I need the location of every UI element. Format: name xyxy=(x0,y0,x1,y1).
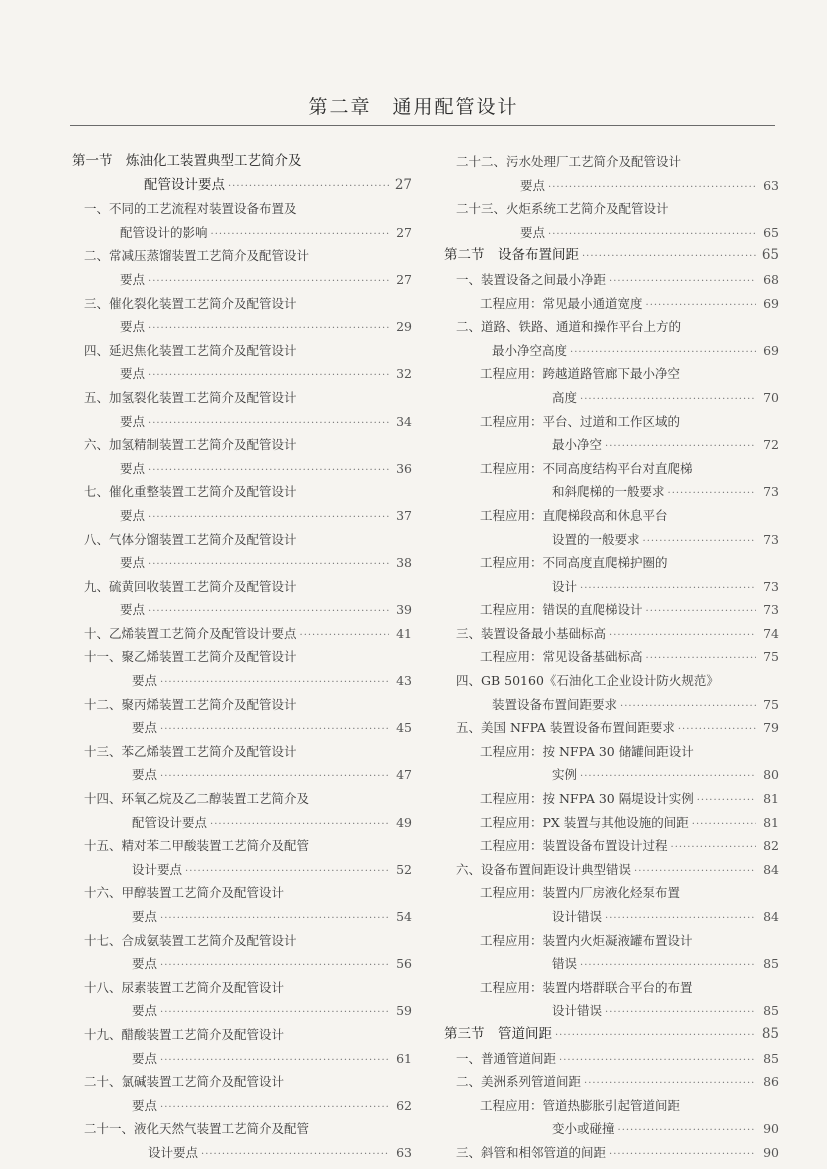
toc-page-number: 65 xyxy=(763,224,779,240)
dot-leader xyxy=(692,813,756,835)
toc-entry xyxy=(444,174,779,198)
toc-page-number: 47 xyxy=(396,767,412,783)
dot-leader xyxy=(160,1049,389,1071)
dot-leader xyxy=(300,624,389,646)
toc-entry xyxy=(444,999,779,1023)
dot-leader xyxy=(148,553,389,575)
toc-page-number: 72 xyxy=(763,437,779,453)
dot-leader xyxy=(185,860,389,882)
toc-entry-text: 五、加氢裂化装置工艺简介及配管设计 xyxy=(84,389,297,405)
dot-leader xyxy=(609,270,756,292)
toc-entry-text: 要点 xyxy=(120,271,146,287)
toc-entry xyxy=(72,740,412,764)
toc-entry xyxy=(444,622,779,646)
toc-entry-text: 设计要点 xyxy=(132,861,183,877)
toc-entry xyxy=(444,811,779,835)
toc-entry xyxy=(72,1047,412,1071)
dot-leader xyxy=(671,836,756,858)
toc-entry-text: 工程应用：常见最小通道宽度 xyxy=(480,295,643,311)
toc-entry-text: 二、美洲系列管道间距 xyxy=(456,1074,582,1090)
toc-entry-text: 十七、合成氨装置工艺简介及配管设计 xyxy=(84,932,297,948)
toc-entry-text: 十五、精对苯二甲酸装置工艺简介及配管 xyxy=(84,838,310,854)
toc-entry-text: 设计错误 xyxy=(552,909,603,924)
dot-leader xyxy=(148,317,389,339)
toc-entry xyxy=(72,433,412,457)
dot-leader xyxy=(570,341,756,363)
toc-entry xyxy=(444,1117,779,1141)
toc-entry-text: 十三、苯乙烯装置工艺简介及配管设计 xyxy=(84,743,297,759)
toc-entry xyxy=(444,244,779,268)
toc-entry-text: 八、气体分馏装置工艺简介及配管设计 xyxy=(84,531,297,547)
toc-entry xyxy=(444,386,779,410)
dot-leader xyxy=(646,294,756,316)
toc-entry xyxy=(444,150,779,174)
toc-entry xyxy=(72,811,412,835)
toc-entry xyxy=(444,669,779,693)
toc-entry-text: 第一节 炼油化工装置典型工艺简介及 xyxy=(72,153,302,169)
toc-page-number: 82 xyxy=(763,838,779,854)
toc-entry-text: 第二节 设备布置间距 xyxy=(444,247,579,264)
toc-entry-text: 工程应用：不同高度结构平台对直爬梯 xyxy=(480,460,693,476)
dot-leader xyxy=(678,718,756,740)
toc-entry xyxy=(72,929,412,953)
toc-entry-text: 要点 xyxy=(120,602,146,618)
toc-entry-text: 十六、甲醇装置工艺简介及配管设计 xyxy=(84,885,285,901)
toc-page-number: 63 xyxy=(396,1144,412,1160)
toc-entry xyxy=(444,197,779,221)
toc-page-number: 75 xyxy=(763,649,779,665)
toc-page-number: 69 xyxy=(763,342,779,358)
toc-entry xyxy=(444,1047,779,1071)
toc-entry-text: 设计要点 xyxy=(148,1144,199,1160)
dot-leader xyxy=(668,482,756,504)
toc-entry xyxy=(72,268,412,292)
toc-entry xyxy=(72,575,412,599)
toc-page-number: 27 xyxy=(396,271,412,287)
dot-leader xyxy=(160,671,389,693)
toc-page-number: 73 xyxy=(763,531,779,547)
dot-leader xyxy=(605,907,756,929)
toc-page-number: 75 xyxy=(763,696,779,712)
toc-page-number: 86 xyxy=(763,1074,779,1090)
toc-page-number: 27 xyxy=(394,176,412,193)
toc-entry xyxy=(72,976,412,1000)
toc-entry-text: 二十三、火炬系统工艺简介及配管设计 xyxy=(456,201,669,217)
toc-entry-text: 工程应用：平台、过道和工作区域的 xyxy=(480,413,681,429)
toc-entry-text: 二十二、污水处理厂工艺简介及配管设计 xyxy=(456,154,682,169)
toc-entry xyxy=(72,858,412,882)
toc-page-number: 32 xyxy=(396,366,412,382)
toc-page-number: 38 xyxy=(396,555,412,571)
dot-leader xyxy=(160,907,389,929)
dot-leader xyxy=(609,1143,756,1165)
dot-leader xyxy=(148,270,389,292)
toc-page-number: 84 xyxy=(763,909,779,924)
toc-entry-text: 要点 xyxy=(132,1003,158,1019)
toc-entry-text: 工程应用：错误的直爬梯设计 xyxy=(480,602,643,618)
dot-leader xyxy=(646,600,756,622)
toc-entry xyxy=(72,598,412,622)
toc-entry xyxy=(72,292,412,316)
dot-leader xyxy=(210,813,389,835)
toc-entry xyxy=(444,1023,779,1047)
toc-page-number: 80 xyxy=(763,767,779,783)
toc-page-number: 73 xyxy=(763,484,779,500)
toc-entry-text: 工程应用：常见设备基础标高 xyxy=(480,649,643,665)
toc-entry-text: 十九、醋酸装置工艺简介及配管设计 xyxy=(84,1026,285,1042)
toc-page-number: 70 xyxy=(763,389,779,405)
toc-entry xyxy=(72,315,412,339)
toc-entry-text: 要点 xyxy=(120,507,146,523)
dot-leader xyxy=(148,506,389,528)
toc-entry xyxy=(444,952,779,976)
toc-entry xyxy=(444,292,779,316)
toc-entry-text: 十四、环氧乙烷及乙二醇装置工艺简介及 xyxy=(84,791,310,807)
dot-leader xyxy=(582,245,756,268)
toc-entry xyxy=(444,716,779,740)
toc-entry-text: 要点 xyxy=(520,224,546,240)
dot-leader xyxy=(609,624,756,646)
toc-entry-text: 实例 xyxy=(552,767,578,783)
dot-leader xyxy=(605,1001,756,1023)
toc-page-number: 62 xyxy=(396,1097,412,1113)
dot-leader xyxy=(548,176,756,198)
toc-entry xyxy=(444,929,779,953)
toc-entry xyxy=(72,197,412,221)
toc-page-number: 85 xyxy=(763,1050,779,1066)
toc-entry-text: 要点 xyxy=(132,1097,158,1113)
toc-entry xyxy=(444,268,779,292)
toc-entry xyxy=(72,905,412,929)
dot-leader xyxy=(559,1049,756,1071)
toc-page-number: 59 xyxy=(396,1003,412,1019)
toc-entry-text: 十二、聚丙烯装置工艺简介及配管设计 xyxy=(84,696,297,712)
toc-entry xyxy=(72,1070,412,1094)
toc-page-number: 85 xyxy=(761,1025,779,1042)
dot-leader xyxy=(160,1096,389,1118)
toc-entry-text: 工程应用：直爬梯段高和休息平台 xyxy=(480,507,668,523)
toc-page-number: 41 xyxy=(396,625,412,641)
toc-entry-text: 要点 xyxy=(120,555,146,571)
toc-entry xyxy=(72,716,412,740)
dot-leader xyxy=(605,435,756,457)
dot-leader xyxy=(643,530,756,552)
toc-column-left xyxy=(72,150,412,1165)
toc-entry xyxy=(72,362,412,386)
toc-page-number: 61 xyxy=(396,1050,412,1066)
toc-entry xyxy=(444,362,779,386)
dot-leader xyxy=(148,600,389,622)
toc-entry-text: 要点 xyxy=(132,720,158,736)
toc-page-number: 90 xyxy=(763,1144,779,1160)
toc-entry-text: 三、装置设备最小基础标高 xyxy=(456,625,607,641)
toc-entry xyxy=(72,645,412,669)
toc-page-number: 68 xyxy=(763,271,779,287)
toc-page-number: 85 xyxy=(763,1003,779,1019)
toc-entry-text: 错误 xyxy=(552,956,578,972)
toc-entry-text: 工程应用：按 NFPA 30 储罐间距设计 xyxy=(480,743,694,759)
toc-entry xyxy=(72,622,412,646)
toc-entry xyxy=(444,457,779,481)
toc-entry xyxy=(72,1023,412,1047)
toc-entry-text: 一、普通管道间距 xyxy=(456,1050,557,1066)
toc-entry xyxy=(444,1141,779,1165)
toc-entry-text: 六、加氢精制装置工艺简介及配管设计 xyxy=(84,437,297,453)
toc-entry-text: 六、设备布置间距设计典型错误 xyxy=(456,861,632,877)
toc-entry xyxy=(444,339,779,363)
dot-leader xyxy=(148,459,389,481)
dot-leader xyxy=(618,1119,756,1141)
toc-entry-text: 配管设计要点 xyxy=(144,176,225,193)
toc-entry-text: 七、催化重整装置工艺简介及配管设计 xyxy=(84,484,297,500)
toc-entry-text: 一、装置设备之间最小净距 xyxy=(456,271,607,287)
toc-entry-text: 工程应用：管道热膨胀引起管道间距 xyxy=(480,1097,681,1113)
toc-entry-text: 变小或碰撞 xyxy=(552,1121,615,1137)
toc-page-number: 52 xyxy=(396,861,412,877)
toc-page-number: 85 xyxy=(763,956,779,972)
toc-entry xyxy=(72,150,412,174)
toc-entry xyxy=(444,763,779,787)
toc-page-number: 43 xyxy=(396,673,412,689)
dot-leader xyxy=(201,1143,389,1165)
dot-leader xyxy=(620,695,756,717)
toc-column-right xyxy=(444,150,779,1165)
toc-entry xyxy=(72,1141,412,1165)
title-divider xyxy=(70,125,775,126)
toc-entry-text: 配管设计的影响 xyxy=(120,224,208,240)
toc-entry xyxy=(72,174,412,198)
toc-page-number: 34 xyxy=(396,413,412,429)
toc-entry xyxy=(444,598,779,622)
toc-entry xyxy=(444,221,779,245)
toc-entry-text: 四、延迟焦化装置工艺简介及配管设计 xyxy=(84,342,297,358)
toc-entry xyxy=(444,740,779,764)
toc-entry xyxy=(444,551,779,575)
dot-leader xyxy=(148,364,389,386)
toc-entry-text: 工程应用：装置内塔群联合平台的布置 xyxy=(480,979,693,995)
toc-entry xyxy=(444,858,779,882)
toc-entry xyxy=(444,315,779,339)
toc-entry xyxy=(72,787,412,811)
toc-entry xyxy=(444,1070,779,1094)
toc-entry-text: 设计 xyxy=(552,578,578,594)
toc-entry-text: 工程应用：装置内火炬凝液罐布置设计 xyxy=(480,932,693,948)
toc-page-number: 79 xyxy=(763,720,779,736)
dot-leader xyxy=(634,860,756,882)
toc-page-number: 27 xyxy=(396,224,412,240)
toc-entry-text: 三、催化裂化装置工艺简介及配管设计 xyxy=(84,295,297,311)
toc-entry-text: 设计错误 xyxy=(552,1003,603,1019)
toc-entry-text: 第三节 管道间距 xyxy=(444,1025,552,1042)
toc-page-number: 90 xyxy=(763,1121,779,1137)
toc-entry xyxy=(72,1117,412,1141)
toc-entry-text: 要点 xyxy=(132,1050,158,1066)
toc-entry-text: 工程应用：装置设备布置设计过程 xyxy=(480,838,668,854)
toc-entry xyxy=(444,645,779,669)
toc-page-number: 84 xyxy=(763,861,779,877)
dot-leader xyxy=(580,577,756,599)
toc-entry xyxy=(72,669,412,693)
dot-leader xyxy=(148,412,389,434)
toc-entry xyxy=(444,1094,779,1118)
toc-entry xyxy=(444,881,779,905)
dot-leader xyxy=(160,954,389,976)
toc-entry xyxy=(444,976,779,1000)
toc-page-number: 73 xyxy=(763,578,779,594)
toc-entry-text: 九、硫黄回收装置工艺简介及配管设计 xyxy=(84,578,297,594)
toc-entry-text: 十一、聚乙烯装置工艺简介及配管设计 xyxy=(84,649,297,665)
toc-entry-text: 装置设备布置间距要求 xyxy=(492,696,618,712)
toc-entry-text: 二、常减压蒸馏装置工艺简介及配管设计 xyxy=(84,248,310,264)
toc-entry xyxy=(72,244,412,268)
toc-page-number: 81 xyxy=(763,791,779,807)
dot-leader xyxy=(646,647,756,669)
dot-leader xyxy=(580,388,756,410)
toc-entry xyxy=(72,339,412,363)
dot-leader xyxy=(160,765,389,787)
toc-entry xyxy=(444,433,779,457)
toc-entry xyxy=(72,952,412,976)
toc-entry-text: 五、美国 NFPA 装置设备布置间距要求 xyxy=(456,720,675,736)
toc-entry-text: 最小净空高度 xyxy=(492,342,568,358)
toc-entry xyxy=(444,480,779,504)
toc-entry-text: 工程应用：跨越道路管廊下最小净空 xyxy=(480,366,681,382)
toc-entry-text: 最小净空 xyxy=(552,437,603,453)
toc-entry xyxy=(72,881,412,905)
toc-entry-text: 三、斜管和相邻管道的间距 xyxy=(456,1144,607,1160)
toc-entry xyxy=(72,551,412,575)
toc-entry xyxy=(72,504,412,528)
toc-entry-text: 二十、氯碱装置工艺简介及配管设计 xyxy=(84,1074,285,1090)
toc-entry-text: 要点 xyxy=(132,956,158,972)
toc-entry-text: 工程应用：装置内厂房液化烃泵布置 xyxy=(480,885,681,901)
toc-entry xyxy=(444,834,779,858)
toc-page-number: 54 xyxy=(396,909,412,924)
toc-entry xyxy=(444,504,779,528)
toc-page-number: 73 xyxy=(763,602,779,618)
toc-entry-text: 二、道路、铁路、通道和操作平台上方的 xyxy=(456,319,682,335)
toc-entry xyxy=(444,693,779,717)
toc-entry xyxy=(72,221,412,245)
toc-entry xyxy=(444,575,779,599)
toc-page-number: 39 xyxy=(396,602,412,618)
toc-entry-text: 四、GB 50160《石油化工企业设计防火规范》 xyxy=(456,673,719,689)
toc-entry-text: 一、不同的工艺流程对装置设备布置及 xyxy=(84,201,297,217)
toc-page-number: 29 xyxy=(396,319,412,335)
toc-entry-text: 十、乙烯装置工艺简介及配管设计要点 xyxy=(84,625,297,641)
toc-entry xyxy=(444,905,779,929)
toc-entry-text: 要点 xyxy=(132,673,158,689)
toc-page-number: 74 xyxy=(763,625,779,641)
toc-entry xyxy=(72,999,412,1023)
toc-page-number: 37 xyxy=(396,507,412,523)
toc-entry-text: 工程应用：不同高度直爬梯护圈的 xyxy=(480,555,668,571)
toc-entry-text: 二十一、液化天然气装置工艺简介及配管 xyxy=(84,1121,310,1137)
dot-leader xyxy=(211,223,389,245)
dot-leader xyxy=(697,789,756,811)
toc-entry-text: 配管设计要点 xyxy=(132,814,208,830)
toc-entry-text: 要点 xyxy=(120,319,146,335)
toc-entry xyxy=(72,693,412,717)
toc-entry xyxy=(72,386,412,410)
toc-page-number: 56 xyxy=(396,956,412,972)
toc-page-number: 45 xyxy=(396,720,412,736)
toc-entry xyxy=(72,834,412,858)
dot-leader xyxy=(548,223,756,245)
toc-entry xyxy=(444,787,779,811)
dot-leader xyxy=(584,1072,756,1094)
toc-entry xyxy=(444,528,779,552)
toc-entry xyxy=(444,410,779,434)
toc-page-number: 36 xyxy=(396,460,412,476)
toc-entry-text: 要点 xyxy=(120,413,146,429)
toc-entry xyxy=(72,1094,412,1118)
toc-entry-text: 设置的一般要求 xyxy=(552,531,640,547)
toc-entry xyxy=(72,528,412,552)
toc-entry-text: 要点 xyxy=(132,767,158,783)
dot-leader xyxy=(555,1024,756,1047)
dot-leader xyxy=(580,765,756,787)
toc-entry xyxy=(72,480,412,504)
toc-entry-text: 工程应用：按 NFPA 30 隔堤设计实例 xyxy=(480,791,694,807)
toc-page-number: 65 xyxy=(761,247,779,264)
toc-entry xyxy=(72,763,412,787)
toc-entry xyxy=(72,457,412,481)
toc-entry-text: 要点 xyxy=(520,177,546,193)
toc-page-number: 63 xyxy=(763,177,779,193)
toc-entry-text: 高度 xyxy=(552,389,578,405)
toc-page-number: 81 xyxy=(763,814,779,830)
toc-entry-text: 要点 xyxy=(132,909,158,924)
toc-page-number: 49 xyxy=(396,814,412,830)
chapter-title: 第二章 通用配管设计 xyxy=(308,96,519,118)
dot-leader xyxy=(160,718,389,740)
toc-entry-text: 要点 xyxy=(120,366,146,382)
dot-leader xyxy=(228,175,389,198)
toc-entry-text: 十八、尿素装置工艺简介及配管设计 xyxy=(84,979,285,995)
toc-page-number: 69 xyxy=(763,295,779,311)
toc-entry xyxy=(72,410,412,434)
dot-leader xyxy=(160,1001,389,1023)
toc-entry-text: 要点 xyxy=(120,460,146,476)
dot-leader xyxy=(580,954,756,976)
toc-entry-text: 工程应用：PX 装置与其他设施的间距 xyxy=(480,814,689,830)
toc-entry-text: 和斜爬梯的一般要求 xyxy=(552,484,665,500)
